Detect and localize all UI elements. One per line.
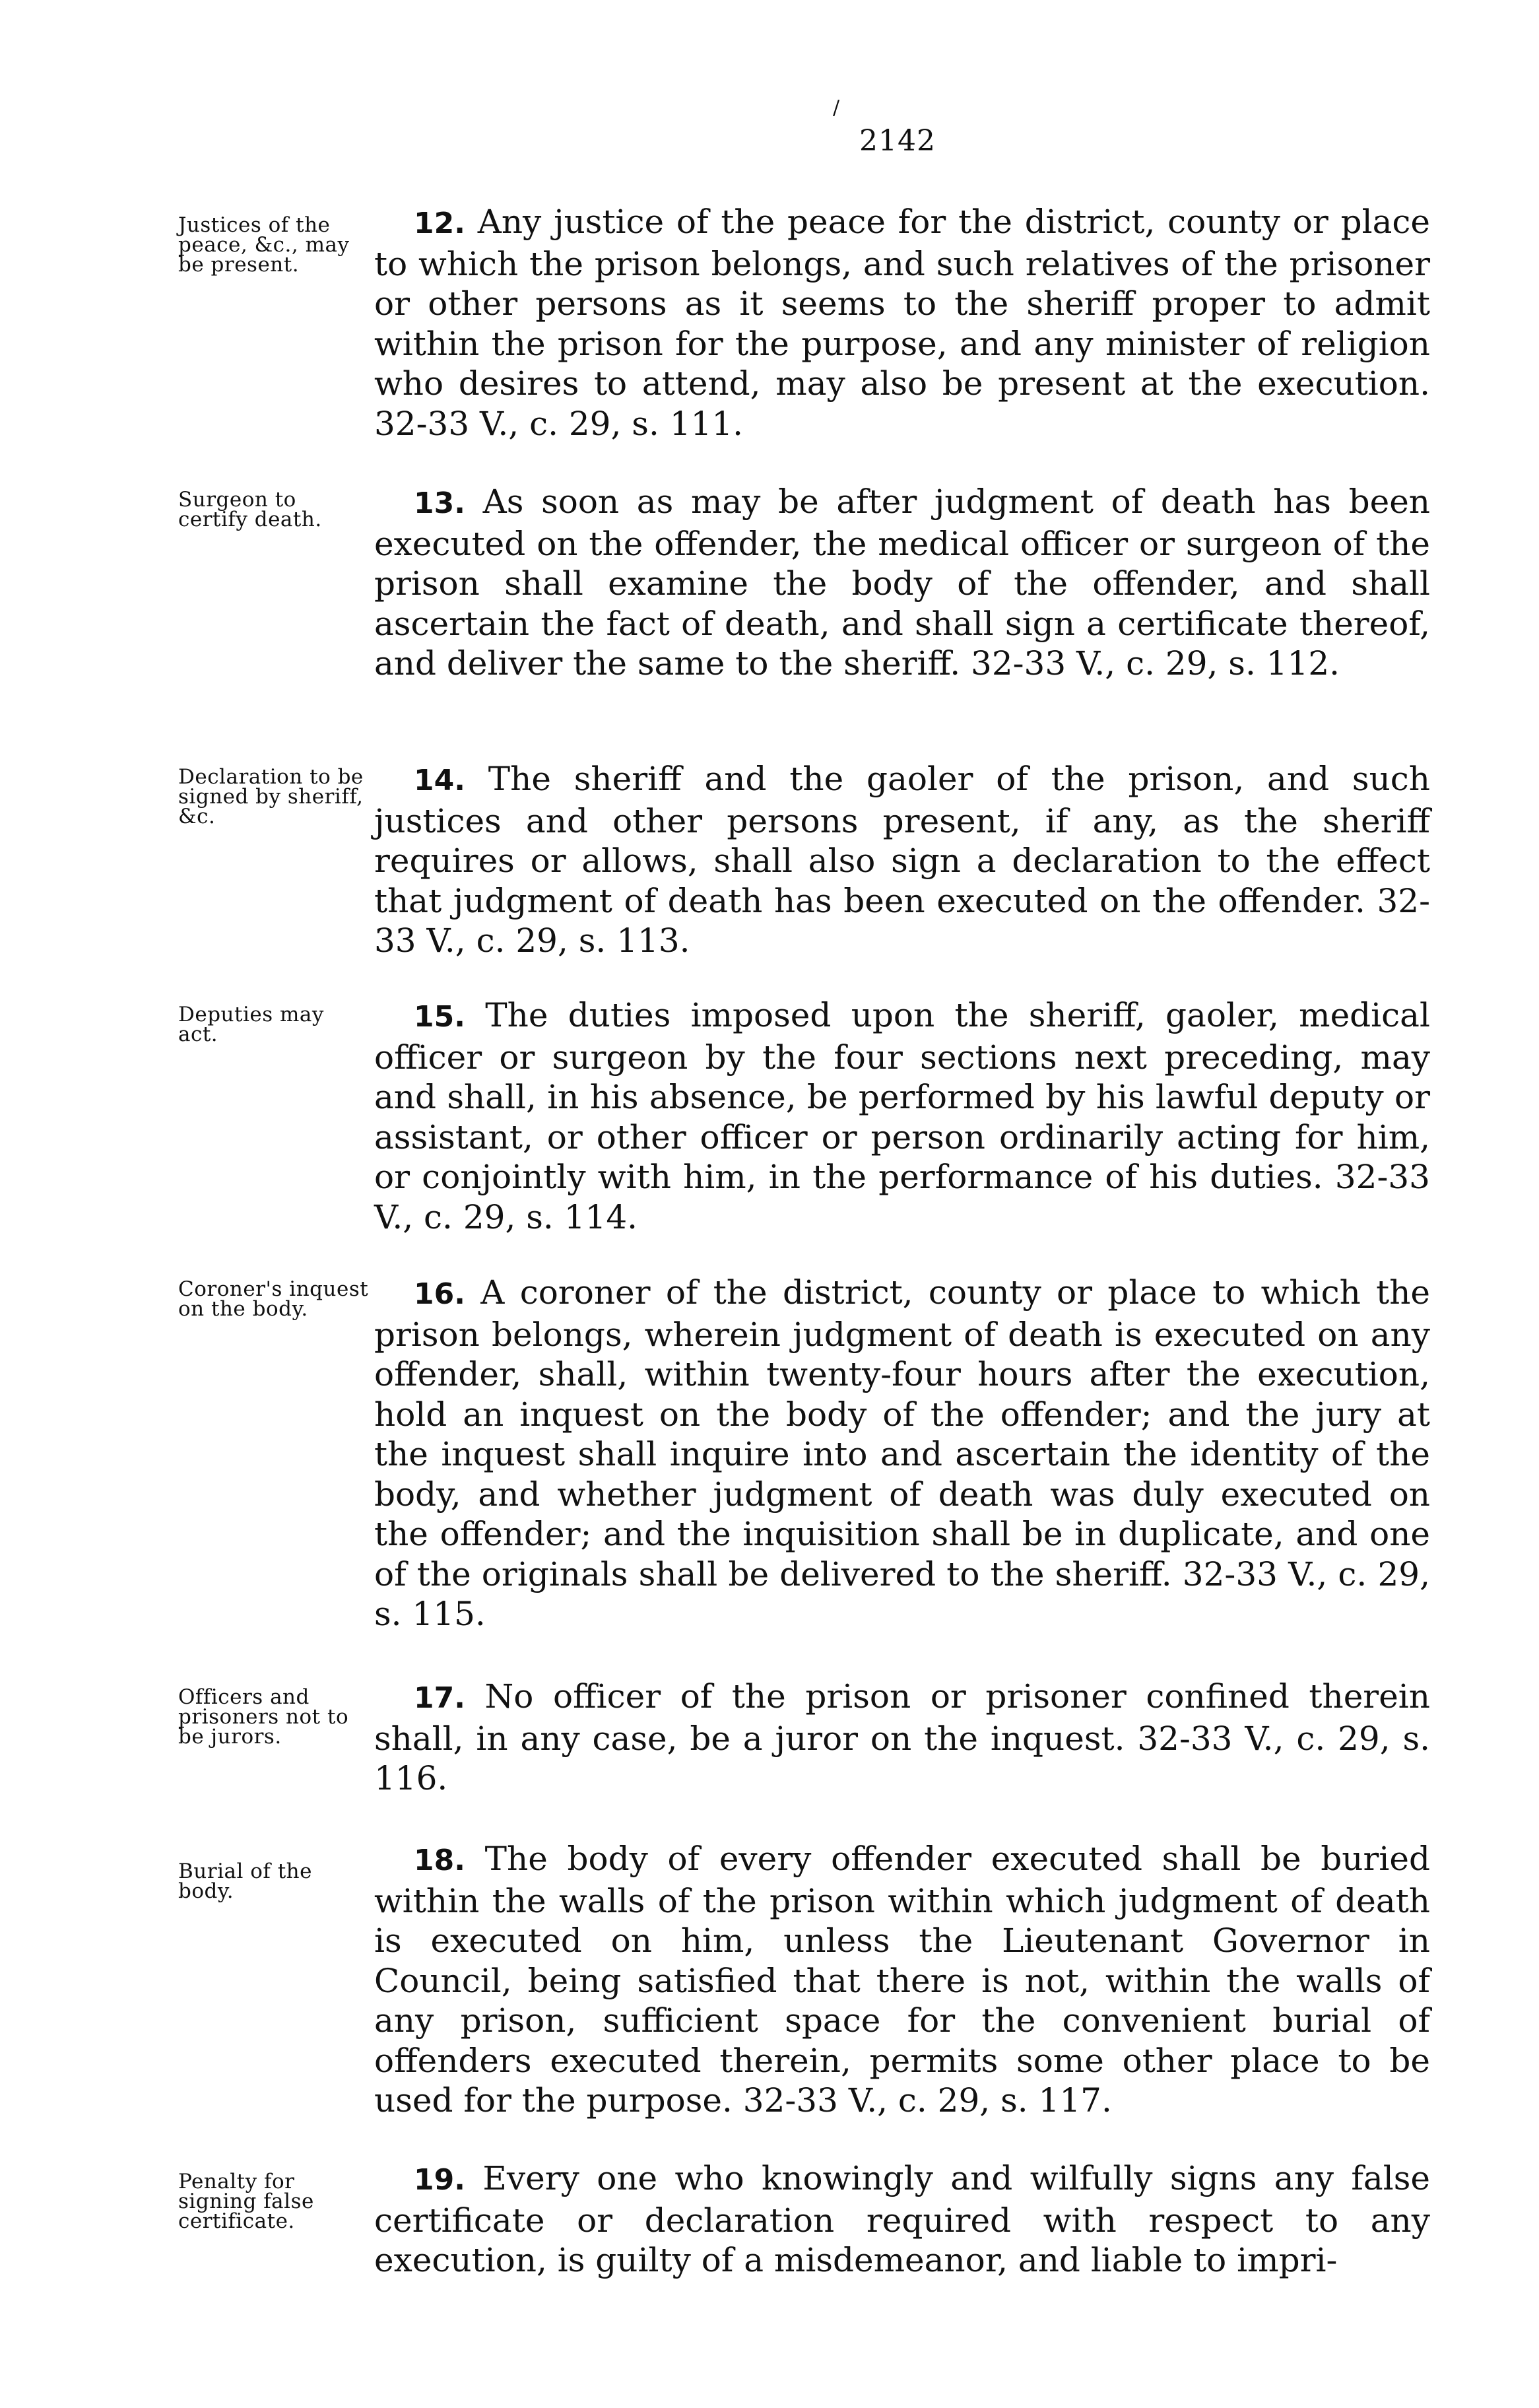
margin-note: Declaration to be signed by sheriff, &c. [178, 765, 364, 828]
margin-note: Deputies may act. [178, 1003, 324, 1046]
margin-note: Penalty for signing false certificate. [178, 2170, 314, 2233]
section-number: 19. [414, 2163, 465, 2197]
section-text [374, 2158, 1430, 2281]
margin-note: Justices of the peace, &c., may be present. [178, 213, 350, 277]
section-number: 16. [414, 1277, 465, 1311]
section-number: 14. [414, 764, 465, 797]
section-body: The sheriff and the gaoler of the prison, and such justices and other persons present, if any, as the sheriff requires or allows, shall also sign a declaration to the effect that judgment of death has been executed on the offender. 32-33 V., c. 29, s. 113. [374, 760, 1430, 960]
page-tick-mark: / [833, 96, 840, 119]
section-text [374, 1273, 1430, 1634]
section-number: 13. [414, 486, 465, 520]
section-body: A coroner of the district, county or place to which the prison belongs, wherein judgment of death is executed on any offender, shall, within twenty-four hours after the execution, hold an inquest on the body of the offender; and the jury at the inquest shall inquire into and ascertain the identity of the body, and whether judgment of death was duly executed on the offender; and the inquisition shall be in duplicate, and one of the originals shall be delivered to the sheriff. 32-33 V., c. 29, s. 115. [374, 1273, 1430, 1633]
section-number: 15. [414, 1000, 465, 1034]
section-text [374, 202, 1430, 444]
margin-note: Burial of the body. [178, 1859, 312, 1903]
margin-note: Officers and prisoners not to be jurors. [178, 1685, 349, 1749]
section-text [374, 1839, 1430, 2121]
section-body: As soon as may be after judgment of death has been executed on the offender, the medical officer or surgeon of the prison shall examine the body of the offender, and shall ascertain the fact of death, and shall sign a certificate thereof, and deliver the same to the sheriff. 32-33 V., c. 29, s. 112. [374, 483, 1430, 683]
section-body: No officer of the prison or prisoner confined therein shall, in any case, be a juror on the inquest. 32-33 V., c. 29, s. 116. [374, 1677, 1430, 1797]
section-body: The body of every offender executed shall be buried within the walls of the prison within which judgment of death is executed on him, unless the Lieutenant Governor in Council, being satisfied that there is not, within the walls of any prison, sufficient space for the convenient burial of offenders executed therein, permits some other place to be used for the purpose. 32-33 V., c. 29, s. 117. [374, 1840, 1430, 2120]
section-text [374, 482, 1430, 684]
section-body: Every one who knowingly and wilfully signs any false certificate or declaration required with respect to any execution, is guilty of a misdemeanor, and liable to impri- [374, 2159, 1430, 2279]
margin-note: Coroner's inquest on the body. [178, 1277, 369, 1321]
section-text [374, 759, 1430, 961]
section-number: 12. [414, 207, 465, 240]
section-text [374, 1677, 1430, 1799]
section-number: 18. [414, 1844, 465, 1877]
section-body: The duties imposed upon the sheriff, gaoler, medical officer or surgeon by the four sections next preceding, may and shall, in his absence, be performed by his lawful deputy or assistant, or other officer or person ordinarily acting for him, or conjointly with him, in the performance of his duties. 32-33 V., c. 29, s. 114. [374, 996, 1430, 1236]
section-body: Any justice of the peace for the district, county or place to which the prison belongs, and such relatives of the prisoner or other persons as it seems to the sheriff proper to admit within the prison for the purpose, and any minister of religion who desires to attend, may also be present at the execution. 32-33 V., c. 29, s. 111. [374, 203, 1430, 443]
section-number: 17. [414, 1681, 465, 1715]
margin-note: Surgeon to certify death. [178, 488, 322, 531]
section-text [374, 995, 1430, 1237]
page-number: 2142 [859, 124, 936, 158]
